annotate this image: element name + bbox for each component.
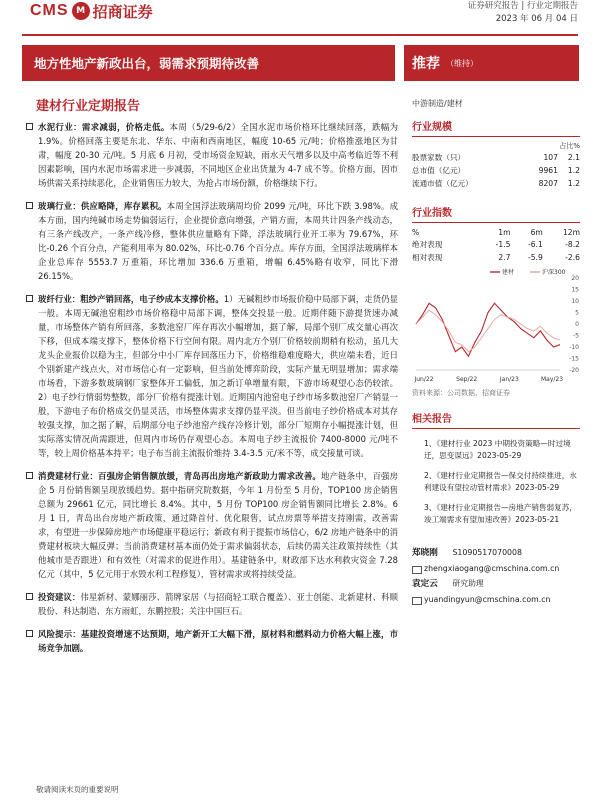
related-report-link[interactable]: 3、《建材行业定期报告—房地产销售弱复苏，竣工端需求有望加速改善》2023-05-21 [424,503,577,524]
logo-cn: 招商证券 [92,2,153,21]
chart-source: 资料来源：公司数据、招商证券 [412,389,510,397]
checkbox-icon [26,593,33,600]
paragraph-risk: 风险提示：基建投资增速不达预期，地产新开工大幅下滑，原材料和燃料动力价格大幅上涨，市场竞争加剧。 [26,627,398,655]
analyst-2: 袁定云 研究助理 [412,579,484,589]
rating-sub: （维持） [446,58,478,68]
series-line-1 [416,303,560,356]
table-row: 绝对表现 -1.5 -6.1 -8.2 [412,240,580,249]
related-report-link[interactable]: 1、《建材行业 2023 中期投资策略—时过境迁，思变谋远》2023-05-29 [424,439,571,460]
logo-en: CMS [30,2,69,19]
y-tick-label: 0 [575,321,579,328]
header-rule [22,34,578,36]
performance-title: 行业指数 [412,204,580,223]
checkbox-icon [26,295,33,302]
series-line-2 [416,310,560,351]
footer-note: 敬请阅读末页的重要说明 [36,785,119,794]
scale-title: 行业规模 [412,118,580,137]
checkbox-icon [26,472,33,479]
x-tick-label: Sep/22 [456,376,478,383]
scale-table [412,151,580,190]
report-meta [468,0,578,26]
checkbox-icon [26,630,33,637]
checkbox-icon [26,123,33,130]
report-title: 地方性地产新政出台，弱需求预期待改善 [34,56,260,71]
rating: 推荐 [412,56,440,72]
legend-label: 建材 [502,269,515,276]
index-chart [412,266,580,388]
paragraph-consumer-materials: 消费建材行业：百强房企销售额放缓，青岛再出房地产新政助力需求改善。地产链条中，百强房企 5 月份销售额呈现放缓趋势。据中指研究院数据，今年 1 月份至 5 月份，TOP100 房企销售总额为 29661 亿元，同比增长 8.4%。其中，5 月份 TOP100 房企销售额同比增长 2.8%。6 月 1 日，青岛出台房地产新政策，通过降首付、优化限售，试点房票等举措支持刚需，改善需求，有望进一步保障房地产市场健康平稳运行；新政有利于提振市场信心，6/2 房地产链条中的消费建材板块大幅反弹；当前消费建材基本面仍处于需求偏弱状态，后续仍需关注政策持续性（其他城市是否跟进）和有效性（对需求的促进作用）。基建链条中，财政部下达水利救灾资金 7.28 亿元（其中，5 亿元用于水毁水利工程修复），管材需求或将持续受益。 [26,469,398,581]
y-tick-label: -5 [573,332,579,340]
x-tick-label: Jan/23 [499,376,519,383]
y-tick-label: 20 [571,275,579,282]
logo-mark-icon: M [72,2,90,20]
analysts [412,547,580,605]
related-reports [412,410,580,525]
table-header-row: % 1m 6m 12m [412,228,580,237]
industry-label: 中游制造/建材 [412,99,463,108]
table-row: 相对表现 2.7 -5.9 -2.6 [412,253,580,262]
y-tick-label: -10 [569,344,579,351]
checkbox-icon [26,202,33,209]
paragraph-fiberglass: 玻纤行业：粗纱产销回落，电子纱成本支撑价格。1）无碱粗纱市场报价稳中局部下调，走货仍显一般。本周无碱池窑粗纱市场价格稳中局部下调，整体交投显一般。近期伴随下游提货速办减量，市场整体产销有所回落，多数池窑厂库存再次小幅增加，据了解，局部个别厂成交量心再次下移，但成本端支撑下，整体价格下行空间有限。周内北方个别厂价格较前期稍有松动，虽几大龙头企业报价以稳为主，但部分中小厂库存回落压力下，价格维稳难度略大，供应端未看，近日个别新建产线点火，对市场信心有一定影响，但当前处博弈阶段，实际产量无明显增加；需求端市场看，下游多数玻璃钢厂家整体开工偏低，加之新订单增量有限，下游市场观望心态仍较浓。2）电子纱行情弱势整数，部分厂价格有提涨计划。近期国内池窑电子纱市场多数池窑厂产销显一般，下游电子布价格成交仍显灵活，市场整体需求支撑仍显平淡。但当前电子纱价格成本对其存较强支撑，加之据了解，后期部分电子纱池窑产线存冷修计划，部分厂短期存小幅提涨计划，但实际落实情况尚需跟进，但周内市场仍存观望心态。本周电子纱主流报价 7400-8000 元/吨不等，较上周价格基本持平；电子布当前主流报价维持 3.4-3.5 元/米不等，成交接量可谈。 [26,292,398,460]
index-chart-svg [412,266,580,384]
related-title: 相关报告 [412,410,580,429]
rating-banner [404,45,579,81]
x-tick-label: Jun/22 [414,376,434,383]
report-subtitle: 建材行业定期报告 [36,99,141,114]
y-tick-label: 15 [571,286,579,294]
table-row: 总市值（亿元） 9961 1.2 [412,166,580,175]
report-type: 证券研究报告 | 行业定期报告 [467,1,578,11]
y-tick-label: -20 [569,367,579,374]
analyst-2-email[interactable]: yuandingyun@cmschina.com.cn [412,594,580,605]
sidebar [412,118,580,605]
related-report-link[interactable]: 2、《建材行业定期报告—保交付持续推进，水利建设有望拉动管材需求》2023-05-29 [424,471,577,492]
analyst-1-email[interactable]: zhengxiaogang@cmschina.com.cn [412,563,580,574]
paragraph-cement: 水泥行业：需求减弱，价格走低。本周（5/29-6/2）全国水泥市场价格环比继续回落，跌幅为 1.9%。价格回落主要是东北、华东、中南和西南地区，幅度 10-65 元/吨；价格推涨地区为甘肃，幅度 20-30 元/吨。5 月底 6 月初，受市场资金短缺，雨水天气增多以及中高考临近等不利因素影响，国内水泥市场需求进一步减弱，不同地区企业出货量为 4-7 成不等。价格方面，因市场供需关系持续恶化，企业销售压力较大，为抢占市场份额，价格继续下行。 [26,120,398,190]
y-tick-label: 10 [571,298,579,305]
table-row: 流通市值（亿元） 8207 1.2 [412,179,580,188]
scale-unit: 占比% [559,142,580,150]
title-banner [22,45,395,81]
performance-table [412,227,580,264]
analyst-1: 郑晓刚 S1090517070008 [412,548,522,558]
x-tick-label: May/23 [540,376,564,383]
paragraph-investment: 投资建议：伟星新材、蒙娜丽莎、箭牌家居（与招商轻工联合覆盖）、亚士创能、北新建材、科顺股份、科达制造、东方雨虹，东鹏控股；关注中国巨石。 [26,590,398,618]
legend-label: 沪深300 [542,269,566,276]
y-tick-label: 5 [575,309,579,317]
y-tick-label: -15 [569,355,579,363]
logo [30,0,153,22]
main-content [26,120,398,664]
table-row: 股票家数（只） 107 2.1 [412,153,580,162]
report-date: 2023 年 06 月 04 日 [495,14,578,24]
paragraph-glass: 玻璃行业：供应略降，库存累积。本周全国浮法玻璃周均价 2099 元/吨，环比下跌 3.98%。成本方面，国内纯碱市场走势偏弱运行，企业提价意向增强，产销方面，本周共计四条产线动态，有三条产线改产，一条产线冷修，整体供应量略有下降，浮法玻璃行业开工率为 79.67%，环比-0.26 个百分点，产能利用率为 80.02%，环比-0.76 个百分点。库存方面，全国浮法玻璃样本企业总库存 5553.7 万重箱，环比增加 336.6 万重箱，增幅 6.45%略有收窄，同比下滑 26.15%。 [26,199,398,283]
